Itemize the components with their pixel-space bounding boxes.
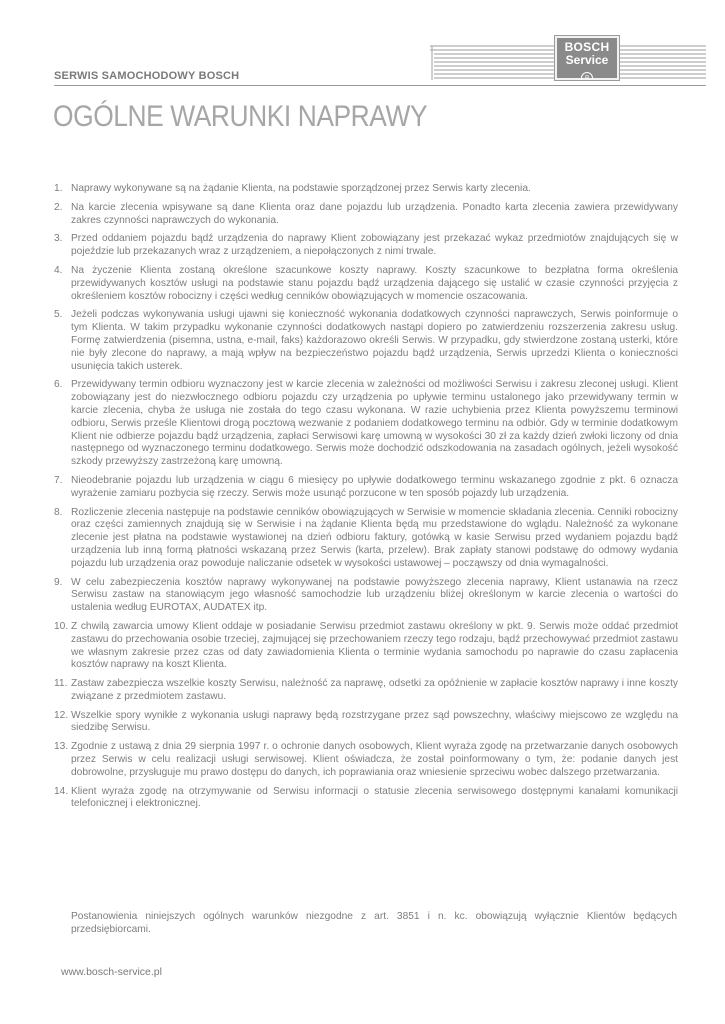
term-text: Z chwilą zawarcia umowy Klient oddaje w posiadanie Serwisu przedmiot zastawu określony w pkt. 9. Serwis może oddać przedmiot zastawu do przechowania osobie trzeciej, zajmującej się przechowaniem rzeczy tego rodzaju, bądź przechowywać przedmiot zastawu we własnym zakresie przez czas od daty zawiadomienia Klienta o terminie wydania samochodu po naprawie do czasu zapłacenia kosztów naprawy na koszt Klienta. [71,620,678,671]
term-number: 6. [54,379,63,391]
term-item [54,233,678,259]
term-number: 1. [54,183,63,194]
page-title: OGÓLNE WARUNKI NAPRAWY [53,100,428,133]
term-item [54,786,678,812]
term-number: 5. [54,309,63,321]
bosch-service-logo [555,36,619,80]
term-number: 10. [54,620,69,632]
term-text: Nieodebranie pojazdu lub urządzenia w ciągu 6 miesięcy po upływie dodatkowego terminu wskazanego zgodnie z pkt. 6 oznacza wyrażenie zamiaru pozbycia się rzeczy. Serwis może usunąć porzucone w ten sposób pojazdy lub urządzenia. [71,474,678,499]
term-number: 13. [54,741,69,753]
term-text: Na życzenie Klienta zostaną określone szacunkowe koszty naprawy. Koszty szacunkowe to bezpłatna forma określenia przewidywanych kosztów usługi na podstawie stanu pojazdu bądź urządzenia dającego się ustalić w czasie czynności przyjęcia z określeniem kosztów robocizny i części według cenników obowiązujących w momencie oszacowania. [71,264,678,302]
term-number: 7. [54,474,63,486]
term-item [54,741,678,779]
term-text: Klient wyraża zgodę na otrzymywanie od Serwisu informacji o statusie zlecenia serwisowego dostępnymi kanałami komunikacji telefonicznej i elektronicznej. [71,785,678,810]
term-number: 14. [54,785,69,797]
footer-website-link[interactable]: www.bosch-service.pl [61,966,162,978]
term-text: Jeżeli podczas wykonywania usługi ujawni się konieczność wykonania dodatkowych czynności naprawczych, Serwis poinformuje o tym Klienta. W takim przypadku wykonanie czynności dodatkowych nastąpi dopiero po zatwierdzeniu rozszerzenia zakresu usług. Formę zatwierdzenia (pisemna, ustna, e-mail, faks) każdorazowo określi Serwis. W przypadku, gdy stwierdzone zostaną usterki, które nie były zlecone do naprawy, a mają wpływ na bezpieczeństwo pojazdu bądź urządzenia, Serwis uprzedzi Klienta o konieczności usunięcia takich usterek. [71,309,678,372]
term-text: Wszelkie spory wynikłe z wykonania usługi naprawy będą rozstrzygane przez sąd powszechny, właściwy miejscowo ze względu na siedzibę Serwisu. [71,709,678,734]
term-number: 8. [54,506,63,518]
term-item [54,309,678,373]
term-item [54,577,678,615]
term-text: Przewidywany termin odbioru wyznaczony jest w karcie zlecenia w zależności od możliwości Serwisu i zakresu zleconej usługi. Klient zobowiązany jest do niezwłocznego odbioru pojazdu czy urządzenia po upływie terminu ustalonego jako przewidywany termin w karcie zlecenia, chyba że usługa nie została do tego czasu wykonana. W razie uchybienia przez Klienta powyższemu terminowi odbioru, Serwis prześle Klientowi drogą pocztową wezwanie z podaniem dodatkowego terminu na odbiór. Gdy w terminie dodatkowym Klient nie odbierze pojazdu bądź urządzenia, zapłaci Serwisowi karę umowną w wysokości 30 zł za każdy dzień zwłoki liczony od dnia następnego od wyznaczonego terminu dodatkowego. Serwis może dochodzić odszkodowania na zasadach ogólnych, jeżeli wysokość szkody przewyższy zastrzeżoną karę umowną. [71,379,678,468]
term-number: 3. [54,233,63,245]
terms-list [54,183,678,817]
term-number: 4. [54,264,63,276]
term-text: Zastaw zabezpiecza wszelkie koszty Serwisu, należność za naprawę, odsetki za opóźnienie w zapłacie kosztów naprawy i inne koszty związane z przedmiotem zastawu. [71,678,678,702]
logo-service: Service [565,53,609,67]
term-text: Zgodnie z ustawą z dnia 29 sierpnia 1997 r. o ochronie danych osobowych, Klient wyraża zgodę na przetwarzanie danych osobowych przez Serwis w celu realizacji usługi serwisowej. Klient oświadcza, że został poinformowany o tym, że: podanie danych jest dobrowolne, przysługuje mu prawo dostępu do danych, ich poprawiania oraz wniesienie sprzeciwu wobec dalszego przetwarzania. [71,741,678,778]
term-item [54,183,678,196]
term-item [54,710,678,736]
term-item [54,265,678,303]
logo-brand: BOSCH [564,40,610,54]
term-item [54,507,678,571]
term-item [54,678,678,704]
term-text: Rozliczenie zlecenia następuje na podstawie cenników obowiązujących w Serwisie w momencie składania zlecenia. Cenniki robocizny oraz części zamiennych znajdują się w Serwisie i na żądanie Klienta będą mu przedstawione do wglądu. Należność za wykonane zlecenie jest płatna na podstawie wystawionej na dzień odbioru faktury, gotówką w kasie Serwisu przed wydaniem pojazdu bądź urządzenia lub inną formą płatności wskazaną przez Serwis (karta, przelew). Brak zapłaty stanowi podstawę do odmowy wydania pojazdu lub urządzenia oraz powoduje naliczanie odsetek w wysokości ustawowej – począwszy od dnia wymagalności. [71,506,678,569]
term-number: 2. [54,201,63,213]
header-divider [54,85,706,86]
term-text: Naprawy wykonywane są na żądanie Klienta, na podstawie sporządzonej przez Serwis karty zlecenia. [71,183,531,194]
term-text: Na karcie zlecenia wpisywane są dane Klienta oraz dane pojazdu lub urządzenia. Ponadto karta zlecenia zawiera przewidywany zakres czynności naprawczych do wykonania. [71,201,678,226]
term-item [54,379,678,469]
term-item [54,621,678,672]
closing-note: Postanowienia niniejszych ogólnych warunków niezgodne z art. 3851 i n. kc. obowiązują wyłącznie Klientów będących przedsiębiorcami. [71,911,677,935]
term-number: 12. [54,709,69,721]
term-text: W celu zabezpieczenia kosztów naprawy wykonywanej na podstawie powyższego zlecenia naprawy, Klient ustanawia na rzecz Serwisu zastaw na stanowiącym jego własność samochodzie lub urządzeniu bliżej określonym w karcie zlecenia o wartości do ustalenia według EUROTAX, AUDATEX itp. [71,576,678,614]
bosch-armature-icon: ⊖ [581,72,593,84]
term-number: 11. [54,678,68,690]
company-name: SERWIS SAMOCHODOWY BOSCH [54,70,240,82]
term-item [54,475,678,501]
term-number: 9. [54,576,63,588]
term-item [54,202,678,228]
term-text: Przed oddaniem pojazdu bądź urządzenia do naprawy Klient zobowiązany jest przekazać wykaz przedmiotów znajdujących się w pojeździe lub przekazanych wraz z urządzeniem, a niepołączonych z nimi trwale. [71,233,678,258]
